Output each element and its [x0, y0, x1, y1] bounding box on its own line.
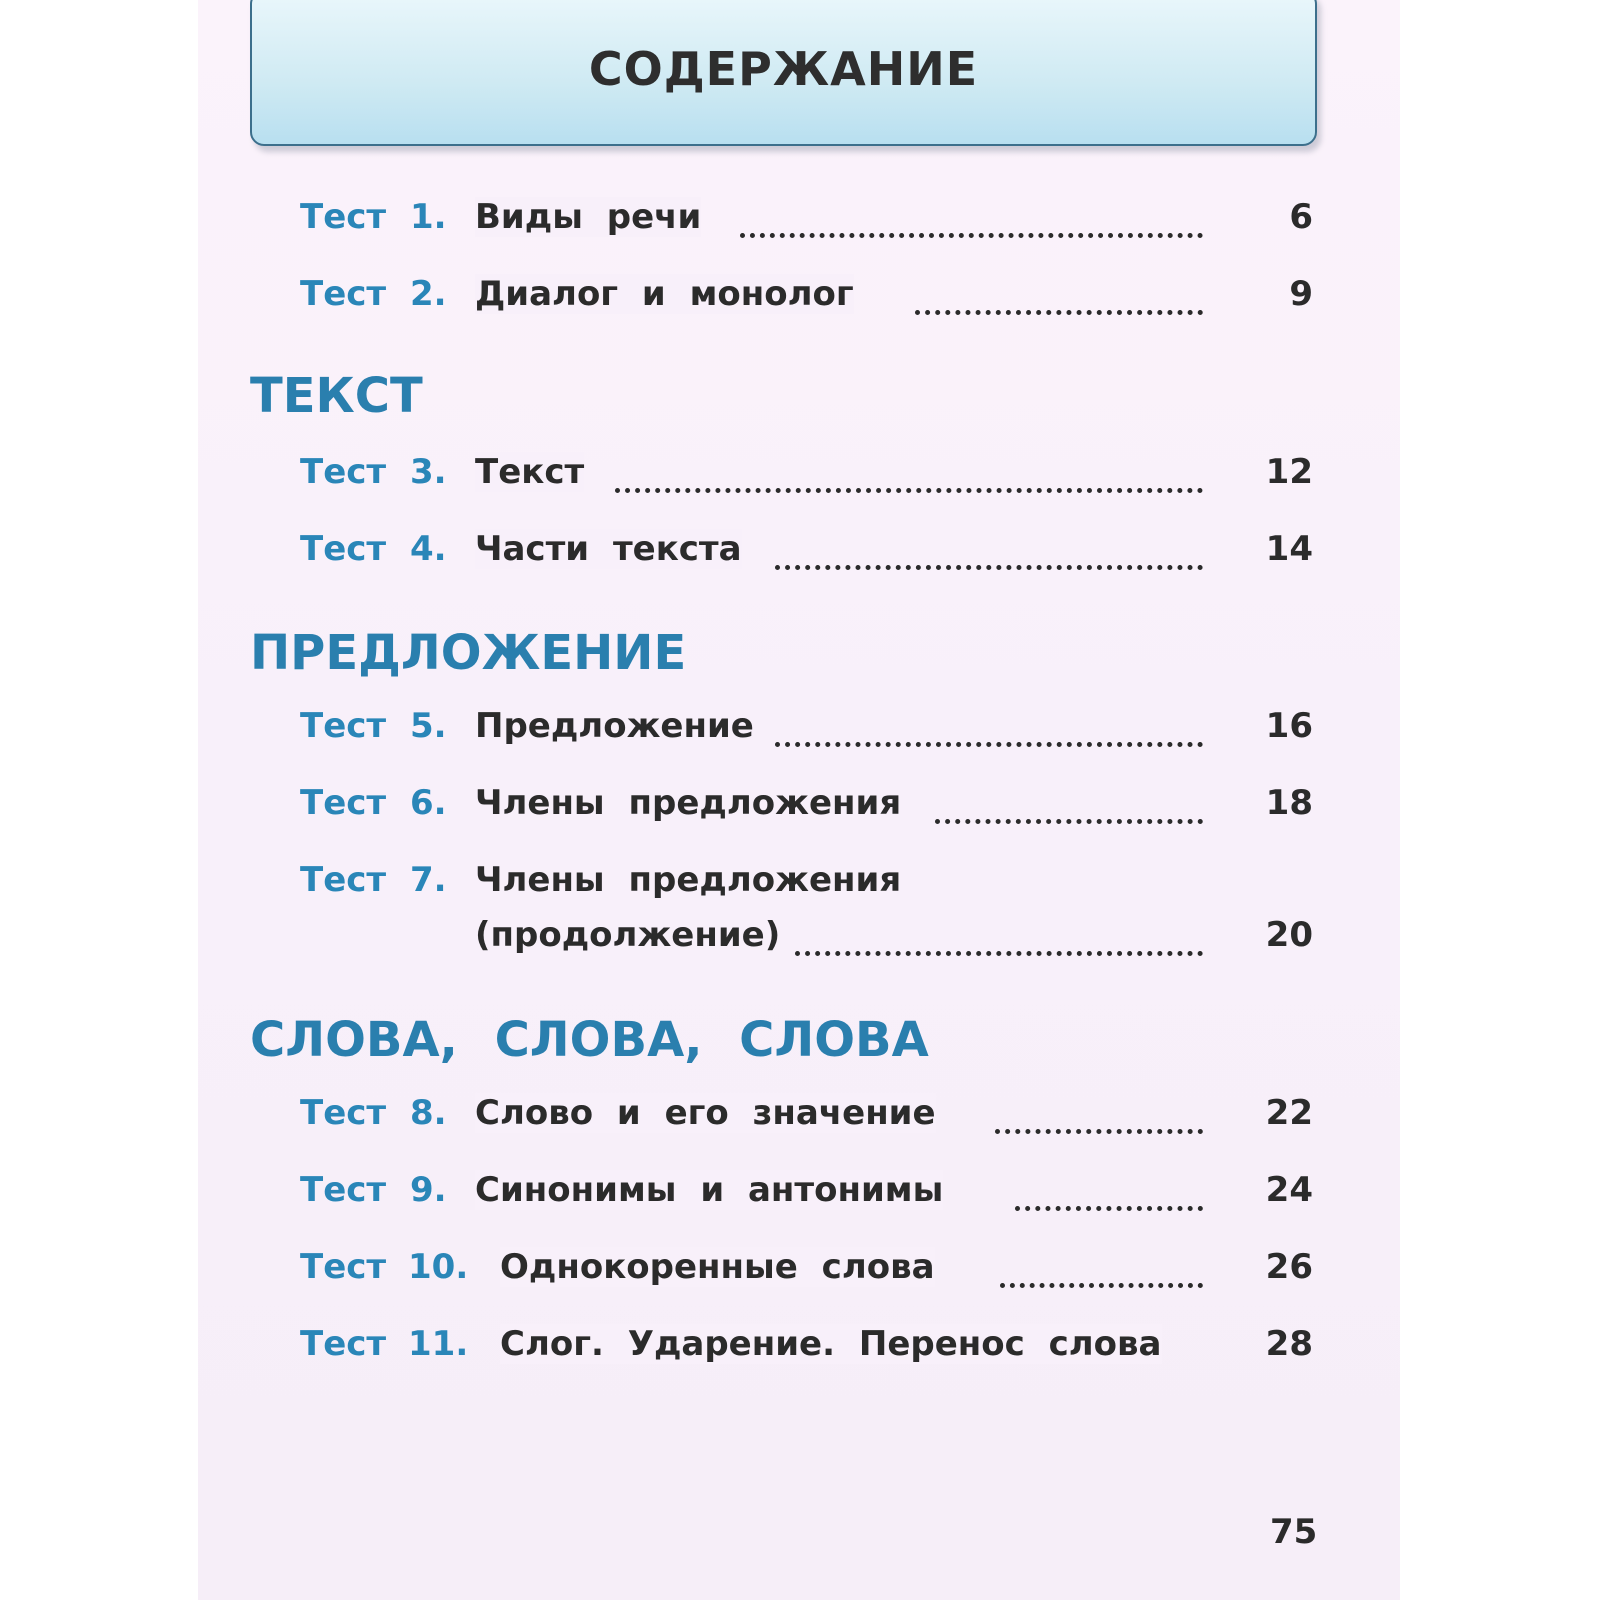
contents-title: СОДЕРЖАНИЕ [588, 42, 979, 96]
test-title-continuation: (продолжение) [475, 915, 781, 955]
test-label: Тест [300, 1324, 387, 1364]
test-number: 6. [410, 783, 447, 823]
test-title: Синонимы и антонимы [475, 1170, 944, 1210]
toc-entry[interactable] [300, 1247, 1313, 1307]
leader-dots [1000, 1253, 1203, 1288]
test-label: Тест [300, 274, 387, 314]
test-number: 8. [410, 1093, 447, 1133]
leader-dots [795, 921, 1203, 956]
page-ref: 9 [1289, 274, 1313, 314]
toc-entry[interactable] [300, 783, 1313, 843]
contents-header-box [250, 0, 1317, 146]
test-title: Части текста [475, 529, 742, 569]
toc-entry-continuation[interactable] [475, 915, 1313, 975]
test-title: Однокоренные слова [500, 1247, 935, 1287]
test-label: Тест [300, 452, 387, 492]
toc-entry[interactable] [300, 529, 1313, 589]
page-ref: 16 [1265, 706, 1313, 746]
test-title: Члены предложения [475, 783, 902, 823]
test-label: Тест [300, 706, 387, 746]
test-label: Тест [300, 1247, 387, 1287]
section-heading-sentence: ПРЕДЛОЖЕНИЕ [250, 625, 687, 681]
page-ref: 6 [1289, 197, 1313, 237]
page-ref: 14 [1265, 529, 1313, 569]
section-heading-text: ТЕКСТ [250, 368, 423, 424]
test-title: Слог. Ударение. Перенос слова [500, 1324, 1162, 1364]
test-number: 3. [410, 452, 447, 492]
leader-dots [995, 1099, 1203, 1134]
leader-dots [915, 280, 1203, 315]
test-label: Тест [300, 529, 387, 569]
test-label: Тест [300, 860, 387, 900]
test-title: Диалог и монолог [475, 274, 854, 314]
toc-entry[interactable] [300, 1324, 1313, 1384]
toc-entry[interactable] [300, 274, 1313, 334]
toc-entry[interactable] [300, 706, 1313, 766]
test-title: Слово и его значение [475, 1093, 936, 1133]
test-number: 2. [410, 274, 447, 314]
test-label: Тест [300, 1093, 387, 1133]
leader-dots [775, 535, 1203, 570]
toc-entry[interactable] [300, 452, 1313, 512]
test-title: Предложение [475, 706, 754, 746]
page-ref: 22 [1265, 1093, 1313, 1133]
toc-entry[interactable] [300, 1093, 1313, 1153]
test-number: 10. [408, 1247, 469, 1287]
test-number: 7. [410, 860, 447, 900]
page-ref: 12 [1265, 452, 1313, 492]
test-number: 9. [410, 1170, 447, 1210]
leader-dots [935, 789, 1203, 824]
leader-dots [740, 203, 1203, 238]
leader-dots [775, 712, 1203, 747]
toc-entry[interactable] [300, 1170, 1313, 1230]
page-ref: 26 [1265, 1247, 1313, 1287]
test-number: 5. [410, 706, 447, 746]
test-label: Тест [300, 197, 387, 237]
page-ref: 28 [1265, 1324, 1313, 1364]
toc-entry[interactable] [300, 197, 1313, 257]
section-heading-words: СЛОВА, СЛОВА, СЛОВА [250, 1012, 929, 1068]
page-ref: 20 [1265, 915, 1313, 955]
page-number: 75 [1270, 1512, 1318, 1552]
leader-dots [1015, 1176, 1203, 1211]
toc-entry[interactable] [300, 860, 1313, 920]
page-ref: 18 [1265, 783, 1313, 823]
test-label: Тест [300, 783, 387, 823]
test-number: 11. [408, 1324, 469, 1364]
test-title: Текст [475, 452, 585, 492]
page-ref: 24 [1265, 1170, 1313, 1210]
test-number: 1. [410, 197, 447, 237]
test-title: Виды речи [475, 197, 702, 237]
test-title: Члены предложения [475, 860, 902, 900]
test-label: Тест [300, 1170, 387, 1210]
leader-dots [615, 458, 1203, 493]
test-number: 4. [410, 529, 447, 569]
